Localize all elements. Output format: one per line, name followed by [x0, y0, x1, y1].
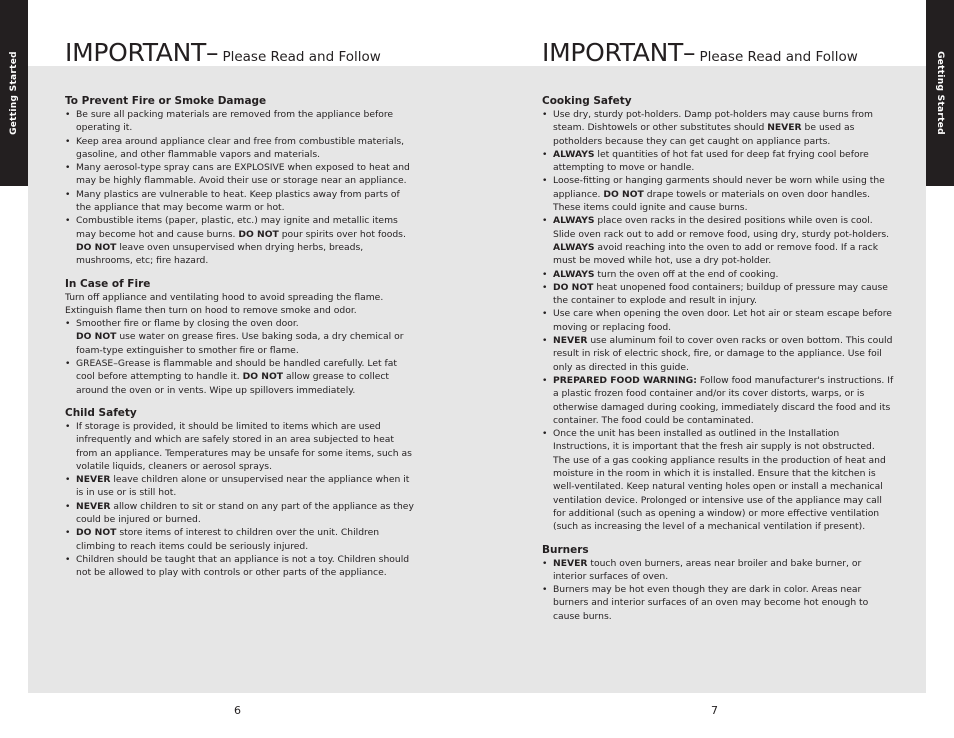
heading-sub: Please Read and Follow: [218, 49, 381, 65]
page-number: 7: [711, 704, 718, 717]
item-emphasis: NEVER: [76, 474, 111, 486]
item-text: pour spirits over hot foods.: [278, 228, 406, 240]
item-text: leave children alone or unsupervised near the appliance when it is in use or is still hot.: [76, 474, 410, 499]
page-content: [65, 95, 417, 590]
side-tab-label: Getting Started: [9, 51, 19, 135]
item-text: Once the unit has been installed as outlined in the Installation Instructions, it is important that the fresh air supply is not obstructed. The use of a gas cooking appliance results in the production of heat and moisture in the room in which it is installed. Ensure that the kitchen is well-ventilated. Keep natural venting holes open or install a mechanical ventilation device. Prolonged or intensive use of the appliance may call for additional (such as opening a window) or more effective ventilation (such as increasing the level of a mechanical ventilation if present).: [553, 428, 886, 533]
list-item: [542, 108, 894, 148]
list-item: [65, 473, 417, 500]
list-item: [65, 357, 417, 397]
section-title: Child Safety: [65, 406, 137, 419]
item-text: If storage is provided, it should be limited to items which are used infrequently and which are safely stored in an area subjected to heat from an appliance. Temperatures may be unsafe for some items, such as volatile liquids, cleaners or aerosol sprays.: [76, 420, 412, 472]
list-item: [65, 317, 417, 330]
list-continuation: [65, 241, 417, 268]
item-text: let quantities of hot fat used for deep fat frying cool before attempting to move or handle.: [553, 148, 869, 174]
list-continuation: [65, 330, 417, 357]
item-text: Loose-fitting or hanging garments should never be worn while using the appliance.: [553, 175, 885, 200]
list-item: [542, 427, 894, 533]
item-text: leave oven unsupervised when drying herbs, breads, mushrooms, etc; fire hazard.: [76, 241, 364, 267]
item-emphasis: DO NOT: [242, 371, 284, 383]
item-text: place oven racks in the desired positions while oven is cool. Slide oven rack out to add or remove food, using dry, sturdy pot-holders.: [553, 215, 890, 240]
page-right: [542, 38, 894, 622]
heading-main: IMPORTANT–: [65, 38, 219, 67]
item-text: Children should be taught that an appliance is not a toy. Children should not be allowed to play with controls or other parts of the appliance.: [76, 553, 410, 579]
item-text: Extinguish flame then turn on hood to remove smoke and odor.: [65, 304, 357, 316]
item-emphasis: NEVER: [767, 122, 802, 134]
heading-sub: Please Read and Follow: [695, 49, 858, 65]
bullet-list: [542, 108, 894, 534]
item-text: Many plastics are vulnerable to heat. Keep plastics away from parts of the appliance that may become warm or hot.: [76, 188, 400, 214]
side-tab-label: Getting Started: [935, 51, 945, 135]
item-emphasis: DO NOT: [76, 331, 117, 343]
item-text: Use dry, sturdy pot-holders. Damp pot-holders may cause burns from steam. Dishtowels or other substitutes should: [553, 109, 873, 134]
item-text: Combustible items (paper, plastic, etc.) may ignite and metallic items may become hot and cause burns.: [76, 215, 398, 240]
item-emphasis: ALWAYS: [553, 241, 595, 253]
paragraph: [65, 304, 417, 317]
list-item: [542, 281, 894, 308]
list-item: [542, 214, 894, 241]
list-item: [65, 420, 417, 473]
item-text: avoid reaching into the oven to add or remove food. If a rack must be moved while hot, use a dry pot-holder.: [553, 241, 879, 267]
section: [542, 95, 894, 534]
item-emphasis: DO NOT: [553, 281, 594, 293]
bullet-list: [65, 108, 417, 268]
item-emphasis: ALWAYS: [553, 148, 595, 160]
item-emphasis: DO NOT: [238, 228, 279, 240]
page-heading: [65, 38, 417, 72]
list-item: [542, 334, 894, 374]
item-text: turn the oven off at the end of cooking.: [594, 268, 779, 280]
heading-main: IMPORTANT–: [542, 38, 696, 67]
list-item: [542, 148, 894, 175]
paragraph: [65, 291, 417, 304]
section-title: In Case of Fire: [65, 277, 151, 290]
bullet-list: [542, 557, 894, 623]
list-item: [65, 135, 417, 162]
item-text: Follow food manufacturer's instructions. If a plastic frozen food container and/or its cover distorts, warps, or is otherwise damaged during cooking, immediately discard the food and its container. The food could be contaminated.: [553, 374, 894, 426]
list-item: [65, 553, 417, 580]
page-number: 6: [234, 704, 241, 717]
item-text: Be sure all packing materials are removed from the appliance before operating it.: [76, 109, 394, 134]
section: [65, 278, 417, 397]
list-item: [542, 307, 894, 334]
list-item: [542, 557, 894, 584]
item-text: drape towels or materials on oven door handles. These items could ignite and cause burns.: [553, 188, 871, 214]
item-text: use aluminum foil to cover oven racks or oven bottom. This could result in risk of electric shock, fire, or damage to the appliance. Use foil only as directed in this guide.: [553, 335, 893, 373]
item-emphasis: PREPARED FOOD WARNING:: [553, 374, 697, 386]
list-item: [65, 161, 417, 188]
item-emphasis: NEVER: [553, 557, 588, 569]
list-continuation: [542, 241, 894, 268]
section: [65, 407, 417, 580]
item-text: heat unopened food containers; buildup of pressure may cause the container to explode and result in injury.: [553, 281, 888, 307]
item-emphasis: NEVER: [553, 335, 588, 347]
item-emphasis: DO NOT: [76, 527, 117, 539]
item-emphasis: ALWAYS: [553, 268, 595, 280]
list-item: [65, 214, 417, 241]
list-item: [65, 108, 417, 135]
item-text: GREASE–Grease is flammable and should be handled carefully. Let fat cool before attempting to handle it.: [76, 358, 397, 383]
item-text: Many aerosol-type spray cans are EXPLOSIVE when exposed to heat and may be highly flammable. Avoid their use or storage near an appliance.: [76, 162, 410, 187]
list-item: [65, 188, 417, 215]
item-text: Use care when opening the oven door. Let hot air or steam escape before moving or replacing food.: [553, 308, 892, 333]
bullet-list: [65, 420, 417, 580]
list-item: [542, 583, 894, 623]
item-emphasis: DO NOT: [603, 188, 644, 200]
item-emphasis: DO NOT: [76, 241, 117, 253]
item-text: be used as potholders because they can get caught on appliance parts.: [553, 122, 855, 147]
section: [542, 544, 894, 623]
item-text: Burners may be hot even though they are dark in color. Areas near burners and interior surfaces of an oven may become hot enough to cause burns.: [553, 584, 869, 622]
page-heading: [542, 38, 894, 72]
item-text: allow children to sit or stand on any part of the appliance as they could be injured or burned.: [76, 500, 414, 526]
section: [65, 95, 417, 268]
list-item: [542, 174, 894, 214]
item-text: store items of interest to children over the unit. Children climbing to reach items could be seriously injured.: [76, 527, 380, 552]
list-item: [542, 374, 894, 427]
page-content: [542, 95, 894, 633]
item-text: Keep area around appliance clear and free from combustible materials, gasoline, and other flammable vapors and materials.: [76, 135, 405, 160]
side-tab-right: [926, 0, 954, 186]
bullet-list: [65, 317, 417, 397]
item-text: Smoother fire or flame by closing the oven door.: [76, 318, 299, 330]
item-emphasis: NEVER: [76, 500, 111, 512]
item-text: allow grease to collect around the oven or in vents. Wipe up spillovers immediately.: [76, 371, 390, 396]
item-text: touch oven burners, areas near broiler and bake burner, or interior surfaces of oven.: [553, 557, 862, 582]
list-item: [65, 526, 417, 553]
side-tab-left: [0, 0, 28, 186]
section-title: To Prevent Fire or Smoke Damage: [65, 95, 267, 107]
list-item: [65, 500, 417, 527]
section-title: Burners: [542, 543, 589, 556]
page-left: [65, 38, 417, 579]
item-text: Turn off appliance and ventilating hood to avoid spreading the flame.: [65, 291, 384, 303]
section-title: Cooking Safety: [542, 95, 632, 107]
list-item: [542, 268, 894, 281]
item-emphasis: ALWAYS: [553, 215, 595, 227]
item-text: use water on grease fires. Use baking soda, a dry chemical or foam-type extinguisher to smother fire or flame.: [76, 331, 404, 356]
